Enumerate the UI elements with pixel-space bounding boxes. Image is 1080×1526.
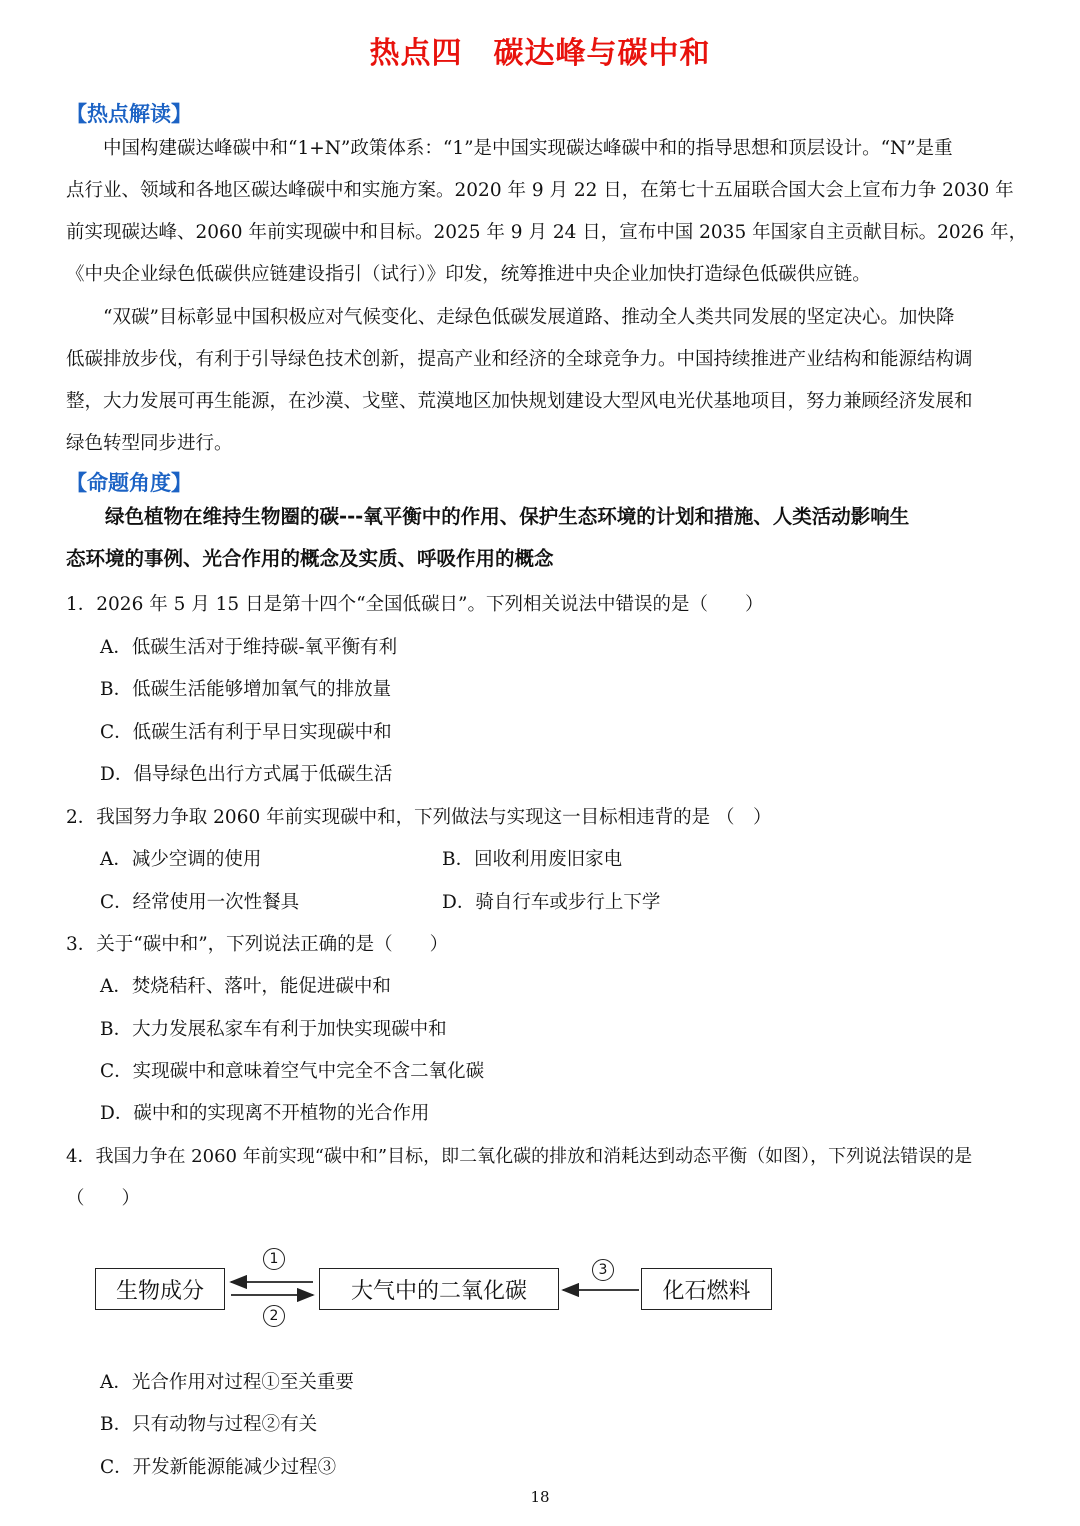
question-4-option-a: A．光合作用对过程①至关重要 (100, 1372, 354, 1393)
paragraph-1-line-1: 中国构建碳达峰碳中和“1+N”政策体系：“1”是中国实现碳达峰碳中和的指导思想和顶层设计。“N”是重 (66, 138, 953, 159)
section-heading-interpretation: 【热点解读】 (66, 102, 192, 126)
question-3-option-a: A．焚烧秸秆、落叶，能促进碳中和 (100, 976, 391, 997)
question-4-stem: 4．我国力争在 2060 年前实现“碳中和”目标，即二氧化碳的排放和消耗达到动态平衡（如图），下列说法错误的是 (66, 1146, 973, 1167)
paragraph-2-line-1: “双碳”目标彰显中国积极应对气候变化、走绿色低碳发展道路、推动全人类共同发展的坚定决心。加快降 (66, 307, 955, 328)
page-title: 热点四 碳达峰与碳中和 (369, 36, 711, 71)
question-1-option-d: D．倡导绿色出行方式属于低碳生活 (100, 764, 393, 785)
diagram-arrows (225, 1270, 645, 1310)
question-1-stem: 1．2026 年 5 月 15 日是第十四个“全国低碳日”。下列相关说法中错误的是（ ） (66, 594, 764, 615)
question-2-option-b: B．回收利用废旧家电 (442, 849, 623, 870)
question-3-stem: 3．关于“碳中和”，下列说法正确的是（ ） (66, 934, 449, 955)
circled-number-3: 3 (592, 1259, 614, 1281)
question-3-option-d: D．碳中和的实现离不开植物的光合作用 (100, 1103, 430, 1124)
paragraph-2-line-3: 整，大力发展可再生能源，在沙漠、戈壁、荒漠地区加快规划建设大型风电光伏基地项目，努力兼顾经济发展和 (66, 391, 973, 412)
question-2-option-a: A．减少空调的使用 (100, 849, 262, 870)
paragraph-1-line-4: 《中央企业绿色低碳供应链建设指引（试行）》印发，统筹推进中央企业加快打造绿色低碳供应链。 (66, 264, 871, 285)
focus-line-1: 绿色植物在维持生物圈的碳---氧平衡中的作用、保护生态环境的计划和措施、人类活动影响生 (66, 505, 910, 528)
circled-number-1: 1 (263, 1248, 285, 1270)
question-3-option-c: C．实现碳中和意味着空气中完全不含二氧化碳 (100, 1061, 485, 1082)
circled-number-2: 2 (263, 1305, 285, 1327)
question-4-option-c: C．开发新能源能减少过程③ (100, 1457, 337, 1478)
question-2-stem: 2．我国努力争取 2060 年前实现碳中和，下列做法与实现这一目标相违背的是 （ ） (66, 807, 772, 828)
focus-line-2: 态环境的事例、光合作用的概念及实质、呼吸作用的概念 (66, 547, 554, 570)
section-heading-angle: 【命题角度】 (66, 471, 192, 495)
page-number: 18 (530, 1488, 550, 1506)
question-4-option-b: B．只有动物与过程②有关 (100, 1414, 318, 1435)
paragraph-1-line-2: 点行业、领域和各地区碳达峰碳中和实施方案。2020 年 9 月 22 日，在第七十五届联合国大会上宣布力争 2030 年 (66, 180, 1014, 201)
question-3-option-b: B．大力发展私家车有利于加快实现碳中和 (100, 1019, 447, 1040)
question-4-paren: （ ） (66, 1188, 141, 1209)
box-fossil-fuels: 化石燃料 (641, 1268, 772, 1310)
paragraph-2-line-4: 绿色转型同步进行。 (66, 433, 233, 454)
question-2-option-c: C．经常使用一次性餐具 (100, 892, 300, 913)
question-2-option-d: D．骑自行车或步行上下学 (442, 892, 661, 913)
box-biological-components: 生物成分 (95, 1268, 225, 1310)
box-atmospheric-co2: 大气中的二氧化碳 (319, 1268, 559, 1310)
question-1-option-c: C．低碳生活有利于早日实现碳中和 (100, 722, 392, 743)
question-1-option-a: A．低碳生活对于维持碳-氧平衡有利 (100, 637, 398, 658)
paragraph-1-line-3: 前实现碳达峰、2060 年前实现碳中和目标。2025 年 9 月 24 日，宣布中国 2035 年国家自主贡献目标。2026 年， (66, 222, 1028, 243)
paragraph-2-line-2: 低碳排放步伐，有利于引导绿色技术创新，提高产业和经济的全球竞争力。中国持续推进产业结构和能源结构调 (66, 349, 973, 370)
question-1-option-b: B．低碳生活能够增加氧气的排放量 (100, 679, 392, 700)
